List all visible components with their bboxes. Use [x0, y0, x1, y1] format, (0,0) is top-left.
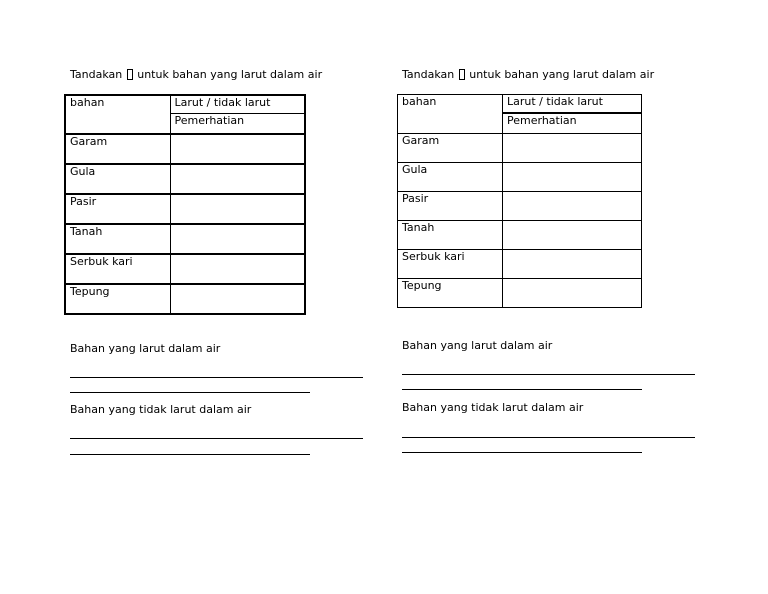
- answer-cell[interactable]: [503, 134, 642, 163]
- answer-cell[interactable]: [503, 163, 642, 192]
- item-label: Tanah: [65, 224, 170, 254]
- answer-cell[interactable]: [170, 224, 305, 254]
- answer-cell[interactable]: [170, 254, 305, 284]
- answer-line[interactable]: [402, 452, 642, 453]
- question-soluble: Bahan yang larut dalam air: [70, 342, 221, 355]
- question-insoluble: Bahan yang tidak larut dalam air: [70, 403, 252, 416]
- table-row: [65, 224, 305, 254]
- header-larut: Larut / tidak larut: [170, 95, 305, 114]
- worksheet-left: [0, 0, 323, 594]
- table-row: [398, 192, 642, 221]
- table-row: [65, 194, 305, 224]
- item-label: Garam: [65, 134, 170, 164]
- table-row: [398, 221, 642, 250]
- item-label: Pasir: [65, 194, 170, 224]
- answer-line[interactable]: [402, 437, 695, 438]
- answer-cell[interactable]: [170, 194, 305, 224]
- answer-cell[interactable]: [503, 250, 642, 279]
- observation-table: [397, 94, 642, 308]
- question-soluble: Bahan yang larut dalam air: [402, 339, 553, 352]
- answer-line[interactable]: [402, 374, 695, 375]
- worksheet-right: [332, 0, 655, 594]
- header-larut: Larut / tidak larut: [503, 95, 642, 114]
- answer-line[interactable]: [70, 438, 363, 439]
- answer-line[interactable]: [70, 392, 310, 393]
- item-label: Gula: [65, 164, 170, 194]
- observation-table: [64, 94, 306, 315]
- answer-cell[interactable]: [503, 192, 642, 221]
- header-bahan: bahan: [65, 95, 170, 134]
- table-row: [65, 284, 305, 314]
- answer-cell[interactable]: [503, 279, 642, 308]
- instruction-text: [402, 68, 654, 81]
- table-row: [65, 164, 305, 194]
- item-label: Tanah: [398, 221, 503, 250]
- tick-box-icon: [127, 69, 133, 80]
- item-label: Serbuk kari: [398, 250, 503, 279]
- instruction-text: [70, 68, 322, 81]
- answer-cell[interactable]: [170, 134, 305, 164]
- table-row: [398, 250, 642, 279]
- answer-line[interactable]: [70, 454, 310, 455]
- instruction-pre: Tandakan: [402, 68, 455, 81]
- item-label: Gula: [398, 163, 503, 192]
- table-row: [398, 163, 642, 192]
- item-label: Serbuk kari: [65, 254, 170, 284]
- item-label: Pasir: [398, 192, 503, 221]
- question-insoluble: Bahan yang tidak larut dalam air: [402, 401, 584, 414]
- answer-line[interactable]: [402, 389, 642, 390]
- instruction-post: untuk bahan yang larut dalam air: [137, 68, 323, 81]
- table-row: [398, 279, 642, 308]
- answer-line[interactable]: [70, 377, 363, 378]
- table-row: [398, 134, 642, 163]
- answer-cell[interactable]: [170, 284, 305, 314]
- answer-cell[interactable]: [170, 164, 305, 194]
- table-row: [65, 254, 305, 284]
- instruction-pre: Tandakan: [70, 68, 123, 81]
- answer-cell[interactable]: [503, 221, 642, 250]
- item-label: Tepung: [65, 284, 170, 314]
- item-label: Garam: [398, 134, 503, 163]
- instruction-post: untuk bahan yang larut dalam air: [469, 68, 655, 81]
- header-bahan: bahan: [398, 95, 503, 134]
- header-pemerhatian: Pemerhatian: [503, 113, 642, 134]
- table-row: [65, 134, 305, 164]
- header-pemerhatian: Pemerhatian: [170, 114, 305, 135]
- tick-box-icon: [459, 69, 465, 80]
- item-label: Tepung: [398, 279, 503, 308]
